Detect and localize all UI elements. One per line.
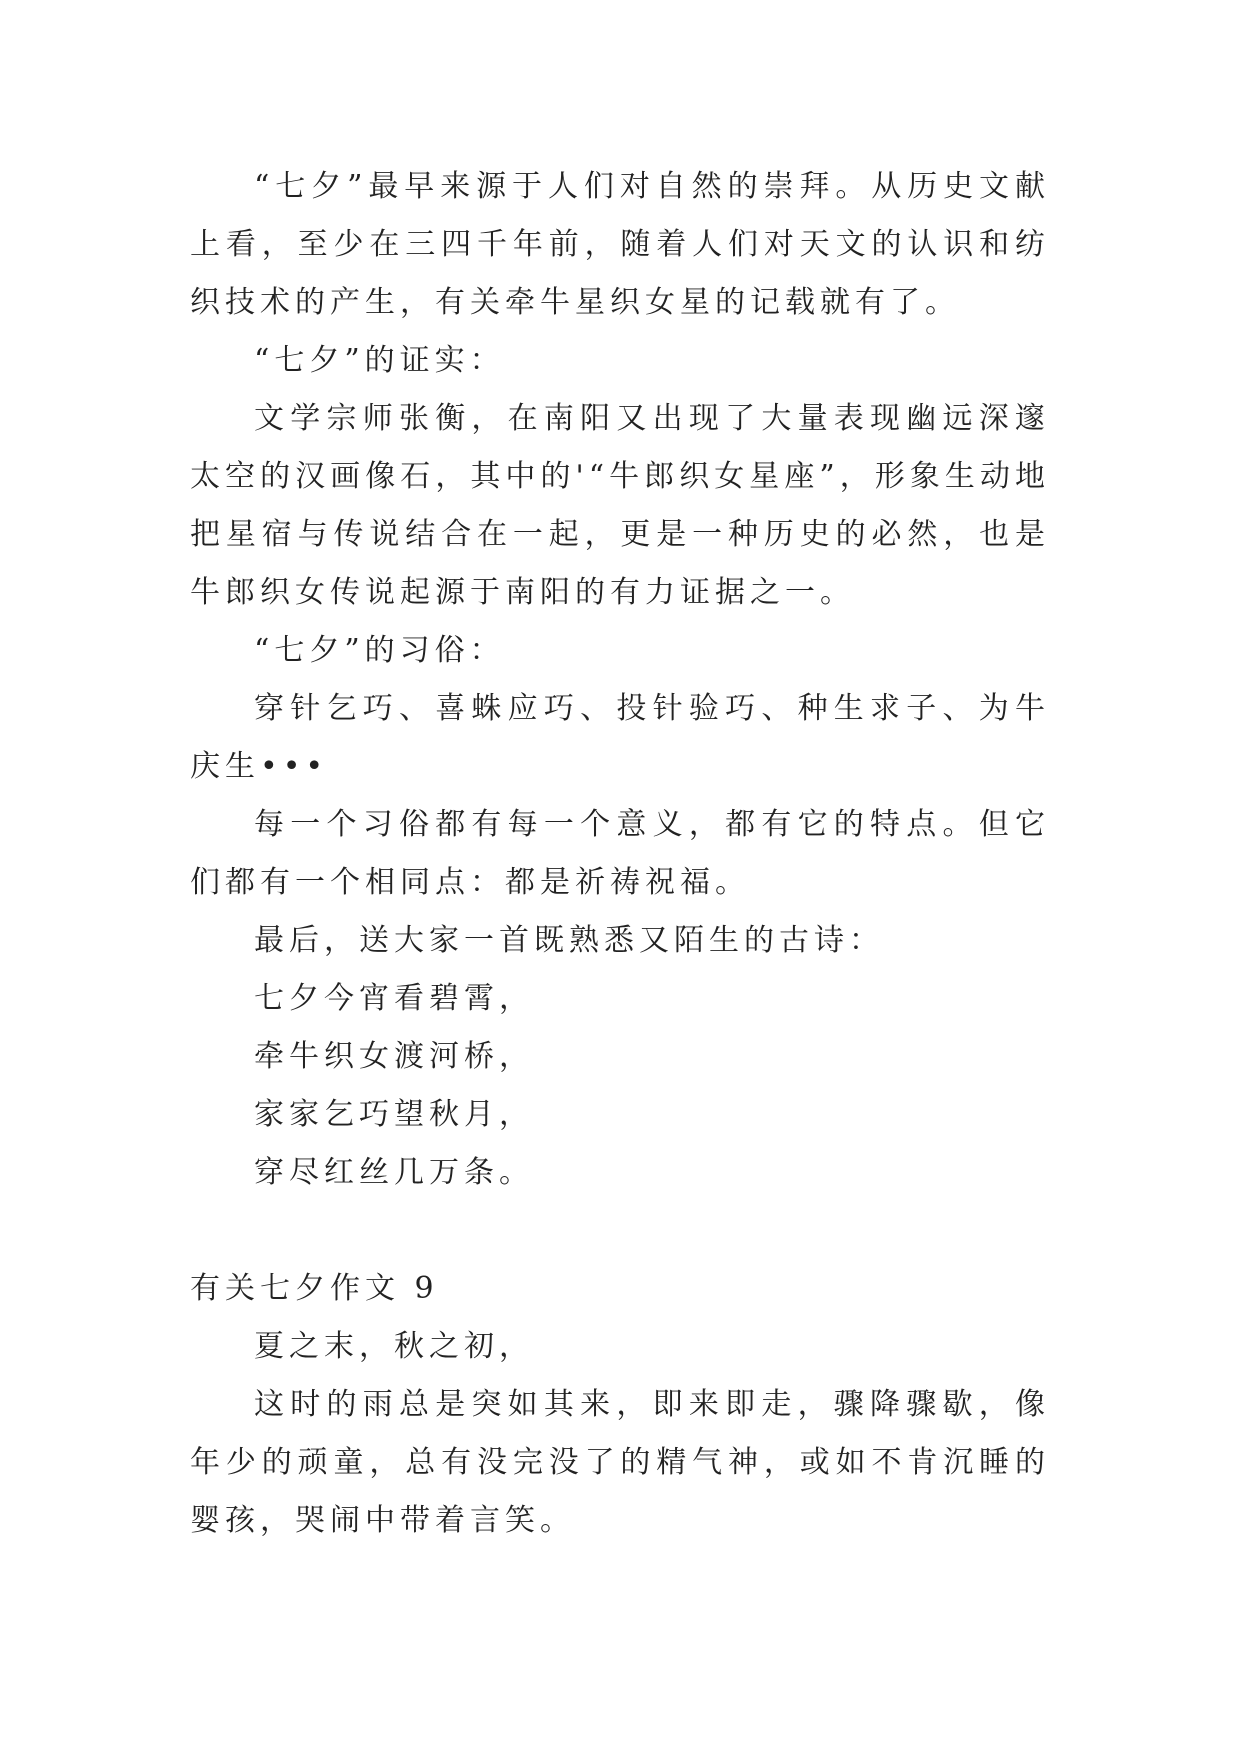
section-paragraph-2: 这时的雨总是突如其来，即来即走，骤降骤歇，像年少的顽童，总有没完没了的精气神，或如不肯沉睡的婴孩，哭闹中带着言笑。 bbox=[190, 1387, 1050, 1538]
paragraph-customs-meaning: 每一个习俗都有每一个意义，都有它的特点。但它们都有一个相同点：都是祈祷祝福。 bbox=[190, 807, 1050, 900]
section-paragraph-1: 夏之末，秋之初， bbox=[254, 1329, 534, 1364]
poem-line-3: 家家乞巧望秋月， bbox=[254, 1097, 534, 1132]
paragraph-evidence: 文学宗师张衡，在南阳又出现了大量表现幽远深邃太空的汉画像石，其中的'“牛郎织女星座”，形象生动地把星宿与传说结合在一起，更是一种历史的必然，也是牛郎织女传说起源于南阳的有力证据之一。 bbox=[190, 401, 1050, 610]
poem-line-4: 穿尽红丝几万条。 bbox=[254, 1155, 534, 1190]
subheading-evidence: “七夕”的证实： bbox=[254, 343, 505, 378]
document-body bbox=[190, 158, 1050, 1550]
paragraph-poem-intro: 最后，送大家一首既熟悉又陌生的古诗： bbox=[254, 923, 884, 958]
subheading-customs: “七夕”的习俗： bbox=[254, 633, 505, 668]
poem-line-2: 牵牛织女渡河桥， bbox=[254, 1039, 534, 1074]
paragraph-customs-list: 穿针乞巧、喜蛛应巧、投针验巧、种生求子、为牛庆生••• bbox=[190, 691, 1050, 784]
poem-line-1: 七夕今宵看碧霄， bbox=[254, 981, 534, 1016]
section-heading: 有关七夕作文 9 bbox=[190, 1271, 439, 1306]
paragraph-origin: “七夕”最早来源于人们对自然的崇拜。从历史文献上看，至少在三四千年前，随着人们对天文的认识和纺织技术的产生，有关牵牛星织女星的记载就有了。 bbox=[190, 169, 1050, 320]
